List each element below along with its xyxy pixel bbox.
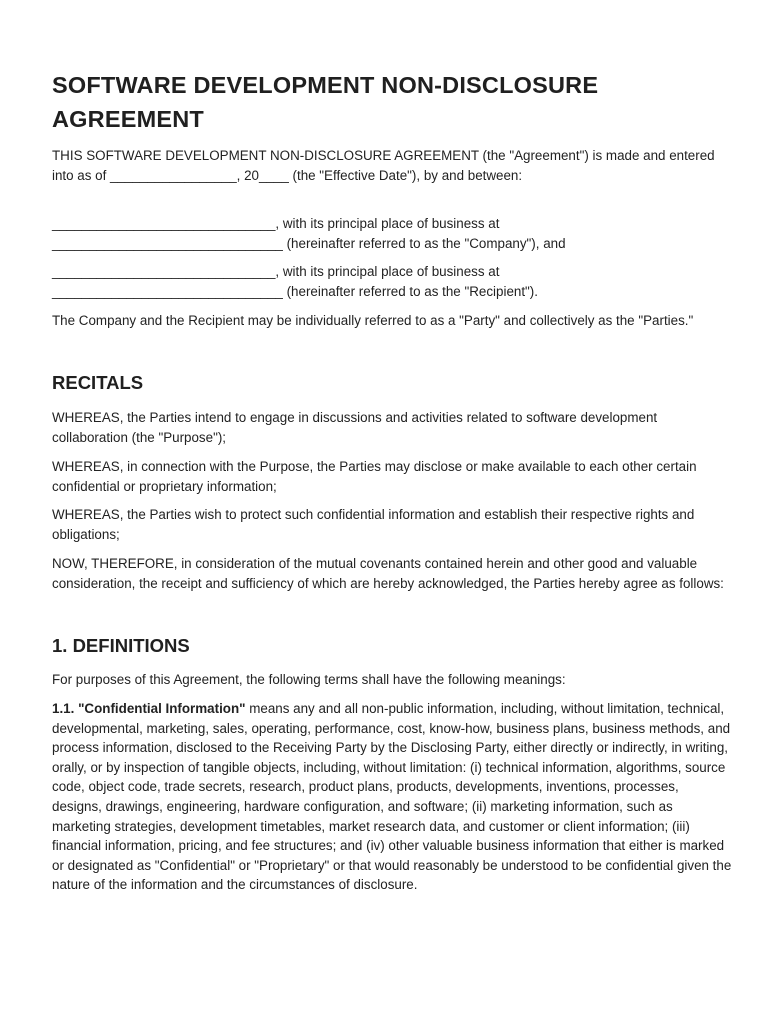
recital-paragraph: NOW, THEREFORE, in consideration of the mutual covenants contained herein and other good and valuable consideration, the receipt and sufficiency of which are hereby acknowledged, the Parties hereby agree as follows: <box>52 556 724 591</box>
company-party-block <box>52 214 732 253</box>
document-title: SOFTWARE DEVELOPMENT NON-DISCLOSURE AGREEMENT <box>52 72 599 132</box>
company-party-line-2: _______________________________ (hereinafter referred to as the "Company"), and <box>52 235 566 251</box>
definition-text: means any and all non-public information, including, without limitation, technical, developmental, marketing, sales, operating, performance, cost, know-how, business plans, business methods, and process information, disclosed to the Receiving Party by the Disclosing Party, either directly or indirectly, in writing, orally, or by inspection of tangible objects, including, without limitation: (i) technical information, algorithms, source code, object code, trade secrets, research, product plans, products, developments, inventions, processes, designs, drawings, engineering, hardware configuration, and software; (ii) marketing information, such as marketing strategies, development timetables, market research data, and customer or client information; (iii) financial information, pricing, and fee structures; and (iv) other valuable business information that either is marked or designated as "Confidential" or "Proprietary" or that would reasonably be understood to be confidential given the nature of the information and the circumstances of disclosure. <box>52 701 732 893</box>
recitals-heading: RECITALS <box>52 372 144 393</box>
recipient-party-line-1: ______________________________, with its principal place of business at <box>52 264 500 279</box>
recipient-party-block <box>52 262 732 301</box>
definition-1-1 <box>52 699 732 895</box>
company-party-line-1: ______________________________, with its principal place of business at <box>52 216 500 231</box>
parties-paragraph: The Company and the Recipient may be individually referred to as a "Party" and collectively as the "Parties." <box>52 313 694 328</box>
definitions-intro: For purposes of this Agreement, the following terms shall have the following meanings: <box>52 672 566 687</box>
intro-paragraph: THIS SOFTWARE DEVELOPMENT NON-DISCLOSURE AGREEMENT (the "Agreement") is made and entered into as of _________________, 20____ (the "Effective Date"), by and between: <box>52 148 715 183</box>
definitions-heading: 1. DEFINITIONS <box>52 635 190 656</box>
recital-paragraph: WHEREAS, the Parties wish to protect such confidential information and establish their respective rights and obligations; <box>52 507 695 542</box>
definition-number: 1.1. <box>52 701 75 716</box>
definition-term: "Confidential Information" <box>78 701 246 716</box>
recital-paragraph: WHEREAS, in connection with the Purpose, the Parties may disclose or make available to each other certain confidential or proprietary information; <box>52 459 697 494</box>
recipient-party-line-2: _______________________________ (hereinafter referred to as the "Recipient"). <box>52 283 538 299</box>
recital-paragraph: WHEREAS, the Parties intend to engage in discussions and activities related to software development collaboration (the "Purpose"); <box>52 410 658 445</box>
